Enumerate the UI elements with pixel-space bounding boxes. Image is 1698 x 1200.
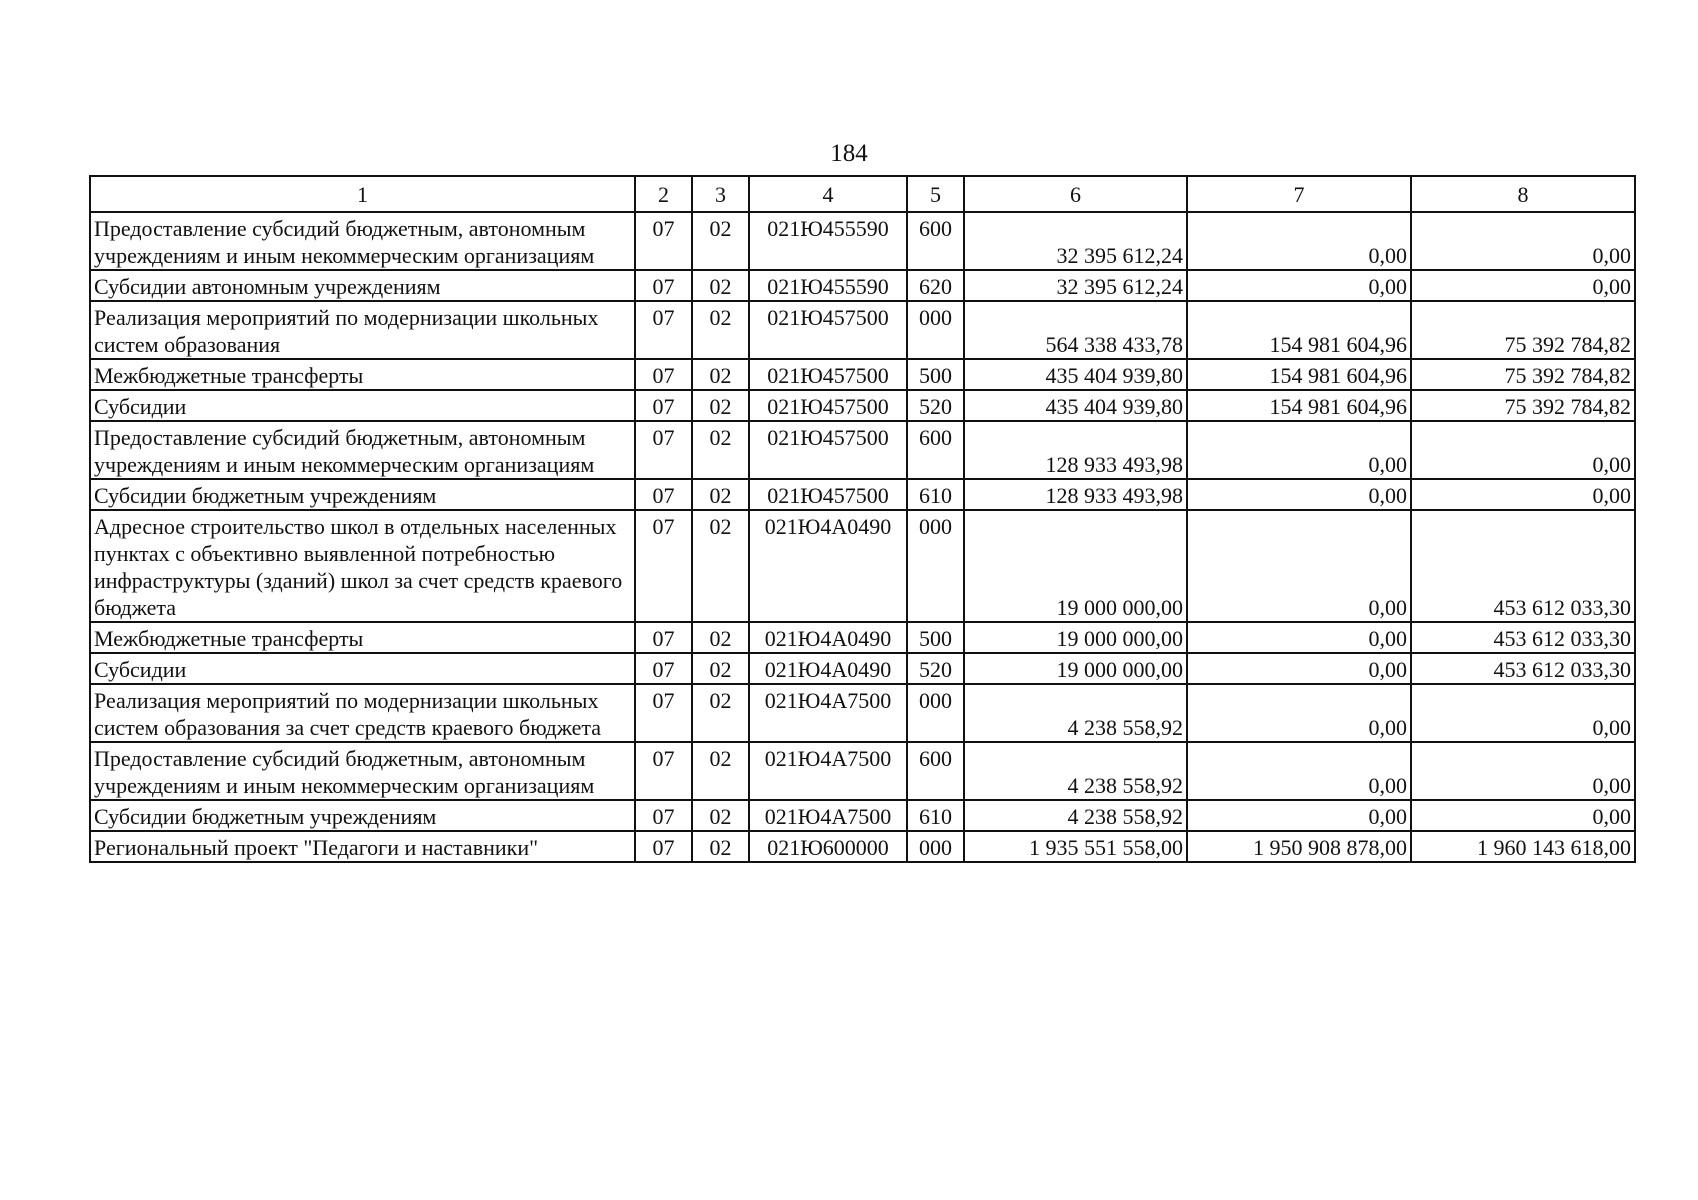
subsection-code-cell: 02 <box>692 359 749 390</box>
row-name-cell: Реализация мероприятий по модернизации школьных систем образования <box>90 301 635 359</box>
amount-col8-cell: 0,00 <box>1411 421 1635 479</box>
amount-col7-cell: 0,00 <box>1187 622 1411 653</box>
target-article-cell: 021Ю600000 <box>749 831 907 862</box>
column-header: 8 <box>1411 176 1635 212</box>
table-row <box>90 510 1635 622</box>
subsection-code-cell: 02 <box>692 800 749 831</box>
section-code-cell: 07 <box>635 742 692 800</box>
section-code-cell: 07 <box>635 421 692 479</box>
amount-col6-cell: 19 000 000,00 <box>964 653 1187 684</box>
target-article-cell: 021Ю457500 <box>749 421 907 479</box>
amount-col7-cell: 154 981 604,96 <box>1187 390 1411 421</box>
target-article-cell: 021Ю455590 <box>749 212 907 270</box>
amount-col6-cell: 1 935 551 558,00 <box>964 831 1187 862</box>
row-name-cell: Реализация мероприятий по модернизации школьных систем образования за счет средств краевого бюджета <box>90 684 635 742</box>
section-code-cell: 07 <box>635 684 692 742</box>
amount-col6-cell: 128 933 493,98 <box>964 421 1187 479</box>
subsection-code-cell: 02 <box>692 831 749 862</box>
target-article-cell: 021Ю457500 <box>749 301 907 359</box>
row-name-cell: Региональный проект "Педагоги и наставники" <box>90 831 635 862</box>
subsection-code-cell: 02 <box>692 479 749 510</box>
target-article-cell: 021Ю4А7500 <box>749 742 907 800</box>
section-code-cell: 07 <box>635 653 692 684</box>
table-row <box>90 270 1635 301</box>
expense-type-cell: 500 <box>907 359 964 390</box>
column-header: 3 <box>692 176 749 212</box>
amount-col7-cell: 1 950 908 878,00 <box>1187 831 1411 862</box>
page-number: 184 <box>830 140 868 167</box>
column-header: 1 <box>90 176 635 212</box>
amount-col7-cell: 0,00 <box>1187 270 1411 301</box>
amount-col8-cell: 0,00 <box>1411 742 1635 800</box>
section-code-cell: 07 <box>635 479 692 510</box>
row-name-cell: Предоставление субсидий бюджетным, автономным учреждениям и иным некоммерческим организациям <box>90 212 635 270</box>
target-article-cell: 021Ю4А0490 <box>749 510 907 622</box>
amount-col6-cell: 32 395 612,24 <box>964 270 1187 301</box>
target-article-cell: 021Ю4А0490 <box>749 622 907 653</box>
amount-col6-cell: 19 000 000,00 <box>964 510 1187 622</box>
table-row <box>90 684 1635 742</box>
column-header: 4 <box>749 176 907 212</box>
section-code-cell: 07 <box>635 800 692 831</box>
amount-col8-cell: 75 392 784,82 <box>1411 390 1635 421</box>
table-row <box>90 479 1635 510</box>
section-code-cell: 07 <box>635 390 692 421</box>
expense-type-cell: 520 <box>907 390 964 421</box>
amount-col7-cell: 0,00 <box>1187 653 1411 684</box>
subsection-code-cell: 02 <box>692 622 749 653</box>
column-header: 6 <box>964 176 1187 212</box>
amount-col8-cell: 0,00 <box>1411 270 1635 301</box>
subsection-code-cell: 02 <box>692 301 749 359</box>
table-row <box>90 359 1635 390</box>
subsection-code-cell: 02 <box>692 510 749 622</box>
amount-col6-cell: 19 000 000,00 <box>964 622 1187 653</box>
target-article-cell: 021Ю455590 <box>749 270 907 301</box>
expense-type-cell: 600 <box>907 742 964 800</box>
subsection-code-cell: 02 <box>692 742 749 800</box>
subsection-code-cell: 02 <box>692 270 749 301</box>
target-article-cell: 021Ю4А7500 <box>749 684 907 742</box>
amount-col6-cell: 4 238 558,92 <box>964 800 1187 831</box>
amount-col7-cell: 154 981 604,96 <box>1187 359 1411 390</box>
column-header: 2 <box>635 176 692 212</box>
amount-col6-cell: 4 238 558,92 <box>964 742 1187 800</box>
target-article-cell: 021Ю457500 <box>749 359 907 390</box>
target-article-cell: 021Ю457500 <box>749 390 907 421</box>
subsection-code-cell: 02 <box>692 653 749 684</box>
expense-type-cell: 000 <box>907 831 964 862</box>
amount-col8-cell: 1 960 143 618,00 <box>1411 831 1635 862</box>
amount-col6-cell: 128 933 493,98 <box>964 479 1187 510</box>
amount-col8-cell: 75 392 784,82 <box>1411 301 1635 359</box>
section-code-cell: 07 <box>635 301 692 359</box>
column-header: 5 <box>907 176 964 212</box>
expense-type-cell: 520 <box>907 653 964 684</box>
table-row <box>90 800 1635 831</box>
expense-type-cell: 600 <box>907 421 964 479</box>
amount-col8-cell: 75 392 784,82 <box>1411 359 1635 390</box>
row-name-cell: Предоставление субсидий бюджетным, автономным учреждениям и иным некоммерческим организациям <box>90 421 635 479</box>
section-code-cell: 07 <box>635 510 692 622</box>
table-row <box>90 742 1635 800</box>
amount-col7-cell: 0,00 <box>1187 212 1411 270</box>
table-row <box>90 301 1635 359</box>
amount-col7-cell: 0,00 <box>1187 510 1411 622</box>
row-name-cell: Субсидии бюджетным учреждениям <box>90 800 635 831</box>
amount-col6-cell: 564 338 433,78 <box>964 301 1187 359</box>
table-row <box>90 390 1635 421</box>
expense-type-cell: 600 <box>907 212 964 270</box>
amount-col8-cell: 453 612 033,30 <box>1411 622 1635 653</box>
amount-col7-cell: 154 981 604,96 <box>1187 301 1411 359</box>
expense-type-cell: 000 <box>907 301 964 359</box>
expense-type-cell: 610 <box>907 479 964 510</box>
table-row <box>90 212 1635 270</box>
expense-type-cell: 000 <box>907 510 964 622</box>
amount-col8-cell: 0,00 <box>1411 684 1635 742</box>
expense-type-cell: 500 <box>907 622 964 653</box>
amount-col8-cell: 0,00 <box>1411 800 1635 831</box>
budget-table <box>89 175 1636 863</box>
subsection-code-cell: 02 <box>692 684 749 742</box>
subsection-code-cell: 02 <box>692 421 749 479</box>
row-name-cell: Субсидии автономным учреждениям <box>90 270 635 301</box>
amount-col6-cell: 435 404 939,80 <box>964 359 1187 390</box>
amount-col7-cell: 0,00 <box>1187 684 1411 742</box>
amount-col8-cell: 453 612 033,30 <box>1411 653 1635 684</box>
table-row <box>90 622 1635 653</box>
expense-type-cell: 000 <box>907 684 964 742</box>
section-code-cell: 07 <box>635 270 692 301</box>
amount-col8-cell: 0,00 <box>1411 212 1635 270</box>
row-name-cell: Предоставление субсидий бюджетным, автономным учреждениям и иным некоммерческим организациям <box>90 742 635 800</box>
target-article-cell: 021Ю457500 <box>749 479 907 510</box>
amount-col6-cell: 4 238 558,92 <box>964 684 1187 742</box>
amount-col6-cell: 435 404 939,80 <box>964 390 1187 421</box>
row-name-cell: Межбюджетные трансферты <box>90 359 635 390</box>
amount-col8-cell: 0,00 <box>1411 479 1635 510</box>
column-header-row <box>90 176 1635 212</box>
row-name-cell: Межбюджетные трансферты <box>90 622 635 653</box>
section-code-cell: 07 <box>635 359 692 390</box>
row-name-cell: Субсидии <box>90 390 635 421</box>
section-code-cell: 07 <box>635 831 692 862</box>
section-code-cell: 07 <box>635 622 692 653</box>
table-row <box>90 831 1635 862</box>
amount-col7-cell: 0,00 <box>1187 421 1411 479</box>
row-name-cell: Субсидии бюджетным учреждениям <box>90 479 635 510</box>
section-code-cell: 07 <box>635 212 692 270</box>
amount-col7-cell: 0,00 <box>1187 800 1411 831</box>
amount-col7-cell: 0,00 <box>1187 479 1411 510</box>
table-row <box>90 653 1635 684</box>
row-name-cell: Субсидии <box>90 653 635 684</box>
target-article-cell: 021Ю4А0490 <box>749 653 907 684</box>
target-article-cell: 021Ю4А7500 <box>749 800 907 831</box>
table-row <box>90 421 1635 479</box>
amount-col8-cell: 453 612 033,30 <box>1411 510 1635 622</box>
expense-type-cell: 620 <box>907 270 964 301</box>
amount-col6-cell: 32 395 612,24 <box>964 212 1187 270</box>
column-header: 7 <box>1187 176 1411 212</box>
subsection-code-cell: 02 <box>692 390 749 421</box>
subsection-code-cell: 02 <box>692 212 749 270</box>
expense-type-cell: 610 <box>907 800 964 831</box>
amount-col7-cell: 0,00 <box>1187 742 1411 800</box>
row-name-cell: Адресное строительство школ в отдельных населенных пунктах с объективно выявленной потребностью инфраструктуры (зданий) школ за счет средств краевого бюджета <box>90 510 635 622</box>
